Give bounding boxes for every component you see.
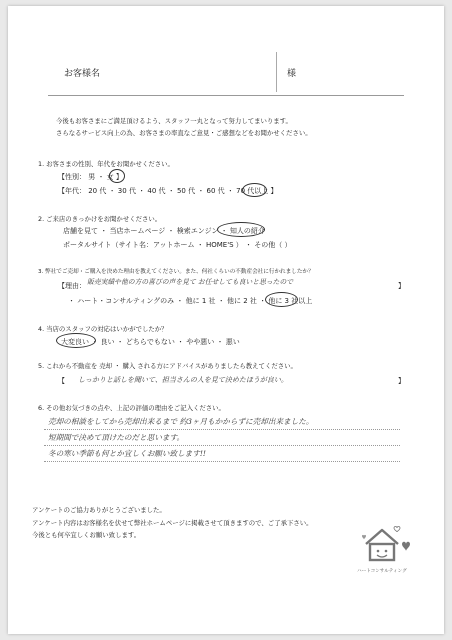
footer-line-1: アンケートのご協力ありがとうございました。 [32, 506, 166, 514]
customer-name-label: お客様名 [64, 69, 101, 79]
q5-question: 5. これから不動産を 売却 ・ 購入 される方にアドバイスがありましたら教えてください。 [38, 362, 297, 370]
q5-answer: しっかりと話しを聞いて、担当さんの人を見て決めたほうが良い。 [78, 376, 288, 384]
q4-question: 4. 当店のスタッフの対応はいかがでしたか？ [38, 325, 168, 333]
q5-open-bracket: 【 [58, 377, 65, 385]
staff-answer-circle [56, 333, 96, 348]
q2-question: 2. ご来店のきっかけをお聞かせください。 [38, 215, 162, 223]
q3-reason-label: 【理由： [58, 282, 86, 290]
q3-question: 3. 弊社でご売却・ご購入を決めた理由を教えてください。また、何社くらいの不動産会社に行かれましたか？ [38, 269, 314, 275]
survey-sheet [8, 6, 444, 634]
q6-rule-3 [44, 461, 400, 462]
companies-answer-circle [265, 292, 298, 307]
q2-row-1: 店舗を見て ・ 当店ホームページ ・ 検索エンジン ・ 知人の紹介 [63, 227, 265, 235]
q6-line-3: 冬の寒い季節も何とか宜しくお願い致します!! [48, 449, 206, 458]
source-answer-circle [217, 222, 265, 237]
age-answer-circle [242, 183, 267, 197]
q4-options: 大変良い ・ 良い ・ どちらでもない ・ やや悪い ・ 悪い [61, 338, 240, 346]
intro-line-1: 今後もお客さまにご満足頂けるよう、スタッフ一丸となって努力してまいります。 [56, 117, 292, 125]
q6-line-1: 売却の相談をしてから売却出来るまで 約3ヶ月もかからずに売却出来ました。 [48, 417, 314, 426]
footer-line-2: アンケート内容はお客様名を伏せて弊社ホームページに掲載させて頂きますので、ご了承下さい。 [32, 519, 313, 527]
q3-reason-close: 】 [398, 282, 405, 290]
q1-question: 1. お客さまの性別、年代をお聞かせください。 [38, 160, 174, 168]
q2-row-2: ポータルサイト（サイト名：アットホーム ・ HOME'S ） ・ その他（ ） [63, 241, 292, 249]
q6-rule-1 [44, 429, 400, 430]
q6-question: 6. その他お気づきの点や、上記の評価の理由をご記入ください。 [38, 404, 225, 412]
name-underline [48, 95, 404, 96]
q5-close-bracket: 】 [398, 377, 405, 385]
header-divider [276, 52, 277, 92]
q3-reason-answer: 販売実績や他の方の喜びの声を見て お任せしても良いと思ったので [87, 278, 294, 286]
footer-line-3: 今後とも何卒宜しくお願い致します。 [32, 531, 141, 539]
q6-line-2: 短期間で決めて頂けたのだと思います。 [48, 433, 185, 442]
q1-gender-row: 【性別： 男 ・ 女 】 [58, 173, 123, 181]
q3-companies-row: ・ ハート・コンサルティングのみ ・ 他に 1 社 ・ 他に 2 社 ・ 他に 3 社以上 [68, 297, 313, 305]
q1-age-row: 【年代： 20 代 ・ 30 代 ・ 40 代 ・ 50 代 ・ 60 代 ・ 70 代以上 】 [58, 187, 278, 195]
house-heart-logo-icon [358, 522, 414, 566]
honorific-label: 様 [287, 69, 297, 79]
logo-text: ハートコンサルティング [357, 569, 407, 574]
gender-answer-circle [109, 169, 125, 183]
q6-rule-2 [44, 445, 400, 446]
intro-line-2: さらなるサービス向上の為、お客さまの率直なご意見・ご感想などをお聞かせください。 [56, 129, 312, 137]
